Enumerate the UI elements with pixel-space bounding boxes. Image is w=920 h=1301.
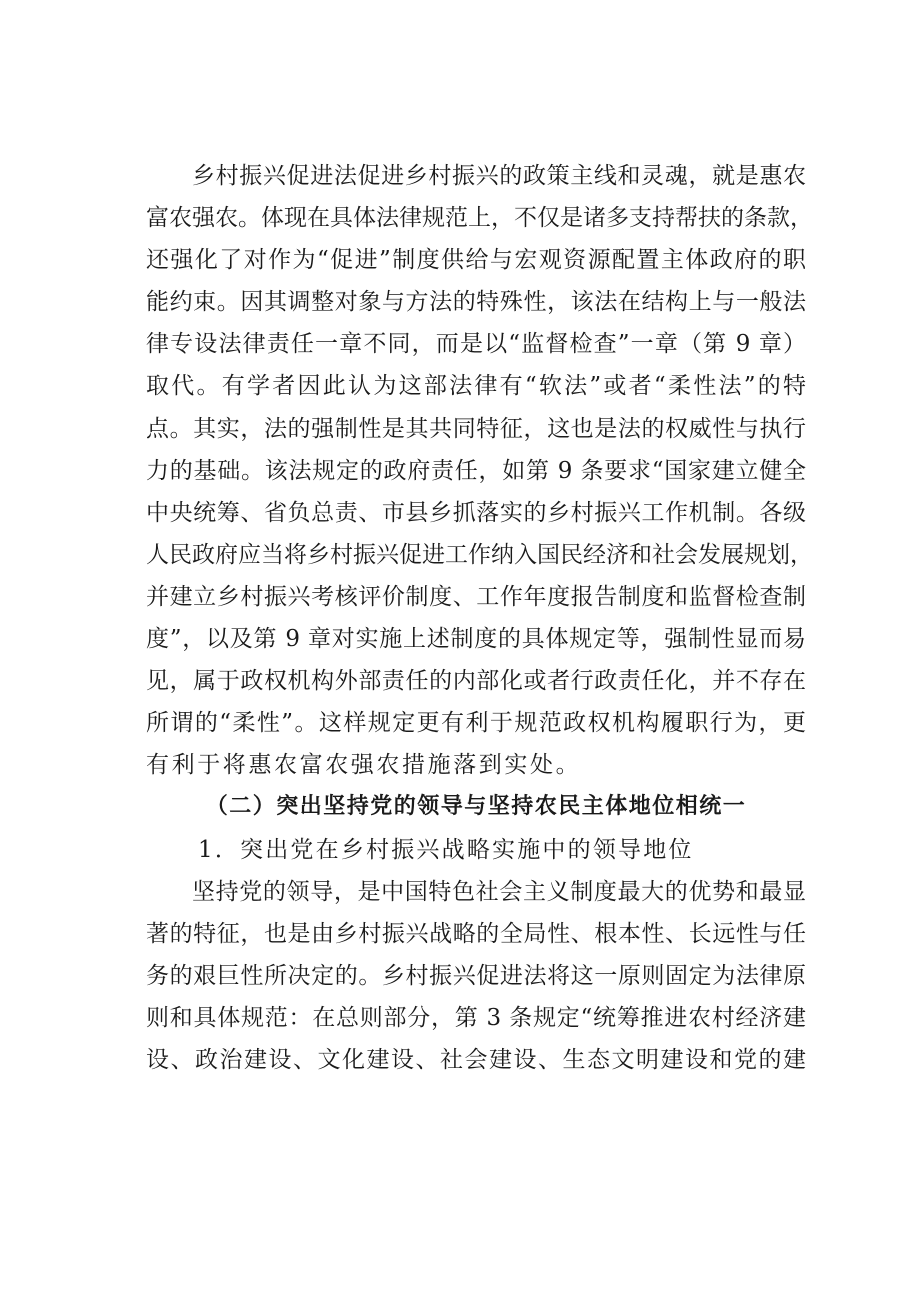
paragraph-2-line: 著的特征，也是由乡村振兴战略的全局性、根本性、长远性与任 — [146, 920, 806, 947]
paragraph-1-line: 力的基础。该法规定的政府责任，如第 9 条要求“国家建立健全 — [146, 457, 806, 484]
document-body — [146, 155, 813, 1081]
paragraph-1-line: 人民政府应当将乡村振兴促进工作纳入国民经济和社会发展规划， — [146, 541, 813, 568]
paragraph-1-line: 有利于将惠农富农强农措施落到实处。 — [146, 752, 582, 779]
paragraph-1-line: 见，属于政权机构外部责任的内部化或者行政责任化，并不存在 — [146, 668, 806, 695]
paragraph-1-line: 并建立乡村振兴考核评价制度、工作年度报告制度和监督检查制 — [146, 583, 806, 610]
paragraph-2-line: 务的艰巨性所决定的。乡村振兴促进法将这一原则固定为法律原 — [146, 962, 806, 989]
paragraph-2-line: 设、政治建设、文化建设、社会建设、生态文明建设和党的建 — [146, 1046, 806, 1073]
subsection-heading: 1．突出党在乡村振兴战略实施中的领导地位 — [198, 836, 694, 863]
section-heading: （二）突出坚持党的领导与坚持农民主体地位相统一 — [205, 794, 747, 820]
paragraph-1-line: 中央统筹、省负总责、市县乡抓落实的乡村振兴工作机制。各级 — [146, 499, 806, 526]
paragraph-1-line: 律专设法律责任一章不同，而是以“监督检查”一章（第 9 章） — [146, 331, 806, 358]
paragraph-1-line: 富农强农。体现在具体法律规范上，不仅是诸多支持帮扶的条款， — [146, 205, 813, 232]
paragraph-1-line: 点。其实，法的强制性是其共同特征，这也是法的权威性与执行 — [146, 415, 806, 442]
paragraph-1-line: 取代。有学者因此认为这部法律有“软法”或者“柔性法”的特 — [146, 373, 806, 400]
paragraph-1-line: 所谓的“柔性”。这样规定更有利于规范政权机构履职行为，更 — [146, 710, 806, 737]
paragraph-2-line: 坚持党的领导，是中国特色社会主义制度最大的优势和最显 — [192, 878, 806, 905]
paragraph-1-line: 还强化了对作为“促进”制度供给与宏观资源配置主体政府的职 — [146, 247, 806, 274]
paragraph-1-line: 乡村振兴促进法促进乡村振兴的政策主线和灵魂，就是惠农 — [192, 163, 806, 189]
paragraph-1-line: 能约束。因其调整对象与方法的特殊性，该法在结构上与一般法 — [146, 289, 806, 316]
paragraph-2-line: 则和具体规范：在总则部分，第 3 条规定“统筹推进农村经济建 — [146, 1004, 806, 1031]
paragraph-1-line: 度”，以及第 9 章对实施上述制度的具体规定等，强制性显而易 — [146, 626, 806, 653]
